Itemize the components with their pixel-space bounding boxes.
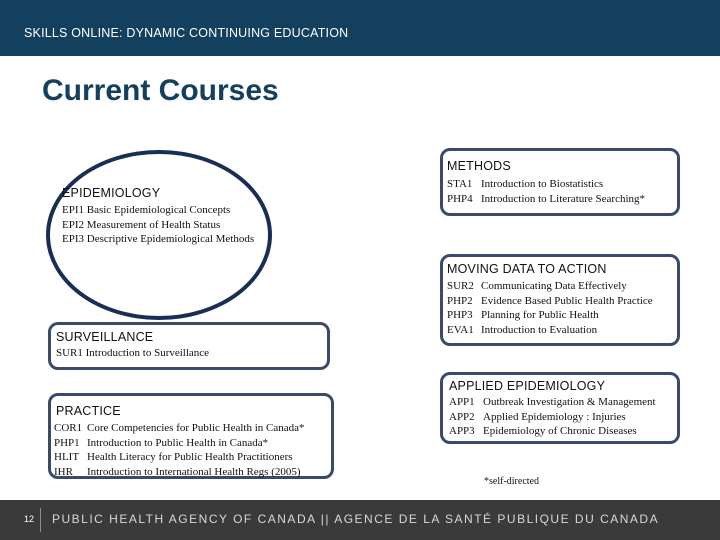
course-code: COR1 bbox=[54, 422, 83, 434]
course-code: PHP1 bbox=[54, 436, 80, 449]
course-item: EPI1 Basic Epidemiological Concepts bbox=[62, 204, 231, 216]
footer-bar bbox=[0, 500, 720, 540]
self-directed-note: *self-directed bbox=[484, 476, 539, 487]
course-item bbox=[54, 450, 305, 465]
methods-box bbox=[440, 148, 680, 216]
course-item bbox=[54, 436, 305, 451]
course-title: Introduction to Literature Searching* bbox=[481, 192, 646, 205]
course-item: EPI2 Measurement of Health Status bbox=[62, 218, 221, 231]
page-title: Current Courses bbox=[42, 74, 279, 107]
course-title: Planning for Public Health bbox=[481, 309, 599, 321]
applied-epidemiology-heading: APPLIED EPIDEMIOLOGY bbox=[449, 379, 606, 393]
course-title: Introduction to Biostatistics bbox=[481, 178, 604, 190]
course-code: PHP2 bbox=[447, 294, 473, 307]
course-item bbox=[447, 279, 653, 294]
practice-box bbox=[48, 393, 334, 479]
course-code: APP3 bbox=[449, 425, 475, 437]
header-bar bbox=[0, 0, 720, 56]
course-item bbox=[447, 294, 653, 309]
footer-divider bbox=[40, 508, 41, 532]
applied-epidemiology-box bbox=[440, 372, 680, 444]
course-code: APP2 bbox=[449, 410, 475, 423]
course-title: Communicating Data Effectively bbox=[481, 280, 627, 292]
course-code: STA1 bbox=[447, 178, 473, 190]
course-item bbox=[447, 323, 653, 338]
methods-course-list bbox=[447, 177, 645, 206]
course-item bbox=[447, 177, 645, 192]
course-code: APP1 bbox=[449, 396, 475, 408]
header-title: SKILLS ONLINE: DYNAMIC CONTINUING EDUCATION bbox=[24, 26, 349, 40]
course-title: Outbreak Investigation & Management bbox=[483, 396, 656, 408]
course-code: SUR2 bbox=[447, 280, 474, 292]
applied-course-list bbox=[449, 395, 656, 439]
course-code: IHR bbox=[54, 465, 73, 478]
practice-heading: PRACTICE bbox=[56, 404, 121, 418]
course-code: HLIT bbox=[54, 451, 80, 463]
course-code: PHP3 bbox=[447, 309, 473, 321]
course-item bbox=[54, 465, 305, 480]
moving-data-heading: MOVING DATA TO ACTION bbox=[447, 262, 607, 276]
course-item bbox=[449, 424, 656, 439]
course-title: Applied Epidemiology : Injuries bbox=[483, 410, 626, 423]
course-title: Introduction to Evaluation bbox=[481, 323, 598, 336]
course-title: Epidemiology of Chronic Diseases bbox=[483, 425, 637, 437]
surveillance-course-list bbox=[56, 346, 209, 361]
course-item bbox=[447, 192, 645, 207]
surveillance-box bbox=[48, 322, 330, 370]
page-number: 12 bbox=[24, 514, 35, 524]
surveillance-heading: SURVEILLANCE bbox=[56, 330, 154, 344]
course-title: Evidence Based Public Health Practice bbox=[481, 294, 653, 307]
epidemiology-heading: EPIDEMIOLOGY bbox=[62, 186, 161, 200]
moving-data-box bbox=[440, 254, 680, 346]
moving-data-course-list bbox=[447, 279, 653, 337]
course-item bbox=[449, 410, 656, 425]
course-item bbox=[449, 395, 656, 410]
course-item: SUR1 Introduction to Surveillance bbox=[56, 347, 210, 359]
course-item: EPI3 Descriptive Epidemiological Methods bbox=[62, 233, 255, 245]
course-item bbox=[54, 421, 305, 436]
course-title: Health Literacy for Public Health Practitioners bbox=[87, 451, 293, 463]
course-item bbox=[447, 308, 653, 323]
course-title: Introduction to Public Health in Canada* bbox=[87, 436, 269, 449]
epidemiology-course-list bbox=[62, 203, 254, 247]
agency-wordmark: PUBLIC HEALTH AGENCY OF CANADA || AGENCE DE LA SANTÉ PUBLIQUE DU CANADA bbox=[52, 512, 660, 526]
course-code: PHP4 bbox=[447, 192, 473, 205]
practice-course-list bbox=[54, 421, 305, 479]
course-code: EVA1 bbox=[447, 323, 474, 336]
methods-heading: METHODS bbox=[447, 159, 511, 173]
course-title: Core Competencies for Public Health in Canada* bbox=[87, 422, 305, 434]
course-title: Introduction to International Health Regs (2005) bbox=[87, 465, 301, 478]
